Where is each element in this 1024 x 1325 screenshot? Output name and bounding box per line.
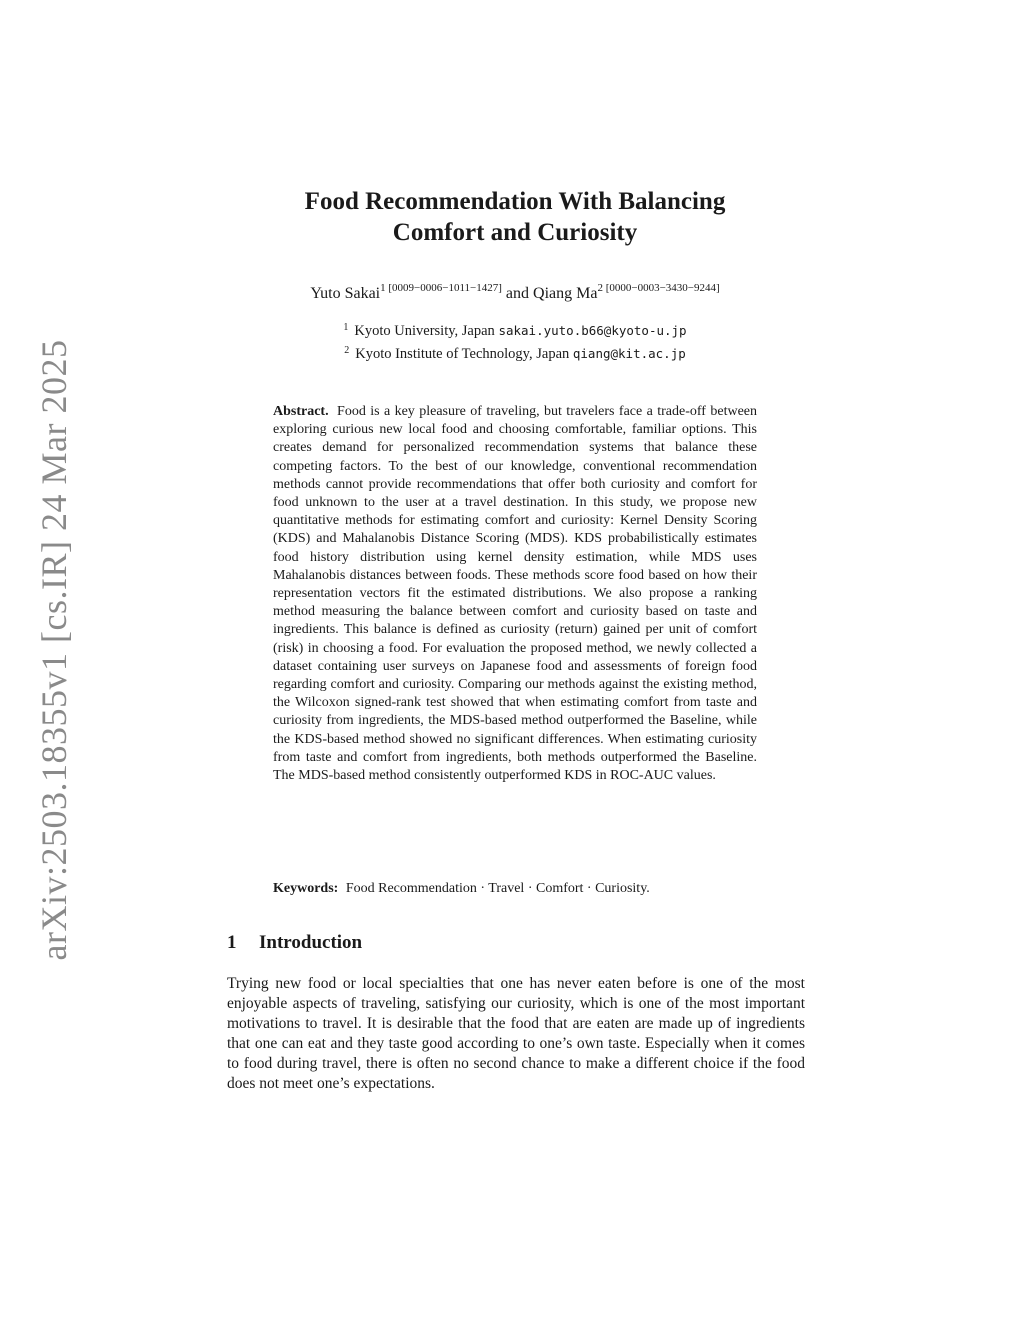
affiliations: [180, 318, 850, 364]
affiliation-1-email[interactable]: sakai.yuto.b66@kyoto-u.jp: [498, 323, 687, 338]
abstract-label: Abstract.: [273, 404, 329, 419]
abstract-text: Food is a key pleasure of traveling, but travelers face a trade-off between exploring curious new local food and choosing comfortable, familiar options. This creates demand for personalized recommendation systems that balance these competing factors. To the best of our knowledge, conventional recommendation methods cannot provide recommendations that offer both curiosity and comfort for food unknown to the user at a travel destination. In this study, we propose new quantitative methods for estimating comfort and curiosity: Kernel Density Scoring (KDS) and Mahalanobis Distance Scoring (MDS). KDS probabilistically estimates food history distribution using kernel density estimation, while MDS uses Mahalanobis distances between foods. These methods score food based on how their representation vectors fit the estimated distributions. We also propose a ranking method measuring the balance between comfort and curiosity based on taste and ingredients. This balance is defined as curiosity (return) gained per unit of comfort (risk) in choosing a food. For evaluation the proposed method, we newly collected a dataset containing user surveys on Japanese food and assessments of foreign food regarding comfort and curiosity. Comparing our methods against the existing method, the Wilcoxon signed-rank test showed that when estimating comfort from taste and curiosity from ingredients, the MDS-based method outperformed the Baseline, while the KDS-based method showed no significant differences. When estimating curiosity from taste and comfort from ingredients, both methods outperformed the Baseline. The MDS-based method consistently outperformed KDS in ROC-AUC values.: [273, 404, 758, 784]
arxiv-identifier: arXiv:2503.18355v1 [cs.IR] 24 Mar 2025: [34, 339, 74, 961]
affiliation-2-email[interactable]: qiang@kit.ac.jp: [572, 346, 686, 361]
author-1-name: Yuto Sakai: [310, 285, 381, 302]
affiliation-2-text: Kyoto Institute of Technology, Japan: [355, 346, 570, 362]
intro-paragraph: Trying new food or local specialties that one has never eaten before is one of the most enjoyable aspects of traveling, satisfying our curiosity, which is one of the most important motivations to travel. It is desirable that the food that are eaten are made up of ingredients that one can eat and they taste good according to one’s own taste. Especially when it comes to food during travel, there is often no second chance to make a different choice if the food does not meet one’s expectations.: [227, 975, 805, 1092]
author-2-orcid: 2 [0000−0003−3430−9244]: [597, 282, 720, 294]
affiliation-1-text: Kyoto University, Japan: [354, 323, 495, 339]
paper-title: [180, 186, 850, 248]
title-line-1: Food Recommendation With Balancing: [304, 188, 726, 215]
affiliation-1-number: 1: [343, 322, 349, 333]
author-1-orcid: 1 [0009−0006−1011−1427]: [380, 282, 502, 294]
author-list: [180, 282, 850, 303]
keywords: [273, 880, 757, 898]
affiliation-2: [180, 341, 850, 364]
keywords-label: Keywords:: [273, 881, 339, 896]
keywords-text: Food Recommendation · Travel · Comfort · Curiosity.: [345, 881, 650, 896]
section-title: Introduction: [259, 932, 363, 953]
title-line-2: Comfort and Curiosity: [392, 219, 638, 246]
affiliation-1: [180, 318, 850, 341]
affiliation-2-number: 2: [344, 345, 350, 356]
author-2-name: Qiang Ma: [533, 285, 598, 302]
section-number: 1: [227, 932, 237, 953]
author-connector: and: [505, 285, 530, 302]
abstract: [273, 403, 757, 785]
section-heading-introduction: [227, 932, 362, 954]
